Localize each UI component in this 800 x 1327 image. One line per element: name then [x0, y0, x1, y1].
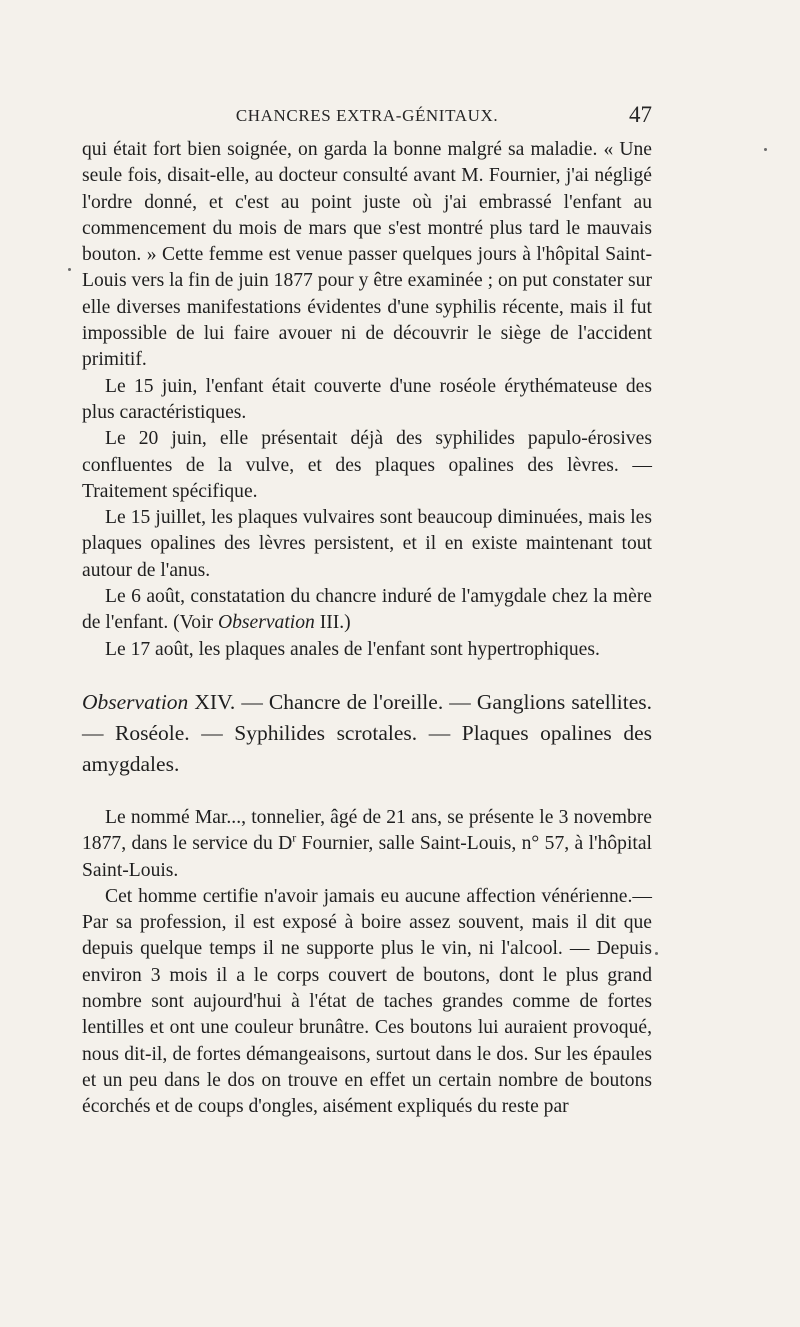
observation-heading [82, 687, 652, 780]
observation-label: Observation [82, 689, 189, 714]
paragraph-june-20: Le 20 juin, elle présentait déjà des syphilides papulo-érosives confluentes de la vulve, et des plaques opalines des lèvres. — Traitement spécifique. [82, 428, 652, 502]
observation-number: III.) [314, 612, 351, 634]
paragraph-august-17: Le 17 août, les plaques anales de l'enfant sont hypertrophiques. [105, 638, 600, 660]
paragraph-patient-intro [82, 805, 652, 884]
paragraph-june-15: Le 15 juin, l'enfant était couverte d'une roséole érythémateuse des plus caractéristiques. [82, 375, 652, 423]
august-6-text: Le 6 août, constatation du chancre induré de l'amygdale chez la mère de l'enfant. (Voir [82, 586, 652, 634]
running-head [82, 104, 652, 130]
body-text [82, 137, 652, 1121]
doctor-abbrev-superscript: r [292, 830, 297, 845]
running-title: CHANCRES EXTRA-GÉNITAUX. [235, 106, 499, 125]
patient-intro-rest: Fournier, salle Saint-Louis, n° 57, à l'hôpital Saint-Louis. [82, 833, 652, 881]
paragraph-continuation: qui était fort bien soignée, on garda la bonne malgré sa maladie. « Une seule fois, disait-elle, au docteur consulté avant M. Fournier, j'ai négligé l'ordre donné, et c'est au point juste où j'ai embrassé l'enfant au commencement du mois de mars que s'est montré plus tard le mauvais bouton. » Cette femme est venue passer quelques jours à l'hôpital Saint-Louis vers la fin de juin 1877 pour y être examinée ; on put constater sur elle diverses manifestations évidentes d'une syphilis récente, mais il fut impossible de lui faire avouer ni de découvrir le siège de l'accident primitif. [82, 139, 652, 371]
paper-speck [655, 952, 658, 955]
observation-reference: Observation [217, 612, 315, 634]
page-number: 47 [629, 102, 652, 127]
paragraph-patient-history: Cet homme certifie n'avoir jamais eu aucune affection vénérienne.— Par sa profession, il est exposé à boire assez souvent, mais il dit que depuis quelque temps il ne supporte plus le vin, ni l'alcool. — Depuis environ 3 mois il a le corps couvert de boutons, dont le plus grand nombre sont aujourd'hui à l'état de taches grandes comme de fortes lentilles et ont une couleur brunâtre. Ces boutons lui auraient provoqué, nous dit-il, de fortes démangeaisons, surtout dans le dos. Sur les épaules et un peu dans le dos on trouve en effet un certain nombre de boutons écorchés et de coups d'ongles, aisément expliqués du reste par [82, 885, 652, 1118]
paper-speck [68, 268, 71, 271]
patient-intro-text: Le nommé Mar..., tonnelier, âgé de 21 ans, se présente le 3 novembre 1877, dans le service du D [82, 806, 652, 855]
paragraph-july-15: Le 15 juillet, les plaques vulvaires sont beaucoup diminuées, mais les plaques opalines des lèvres persistent, et il en existe maintenant tout autour de l'anus. [82, 507, 652, 581]
observation-title: XIV. — Chancre de l'oreille. — Ganglions satellites. — Roséole. — Syphilides scrotales. — Plaques opalines des amygdales. [82, 689, 652, 776]
paper-speck [764, 148, 767, 151]
paragraph-august-6 [82, 584, 652, 637]
